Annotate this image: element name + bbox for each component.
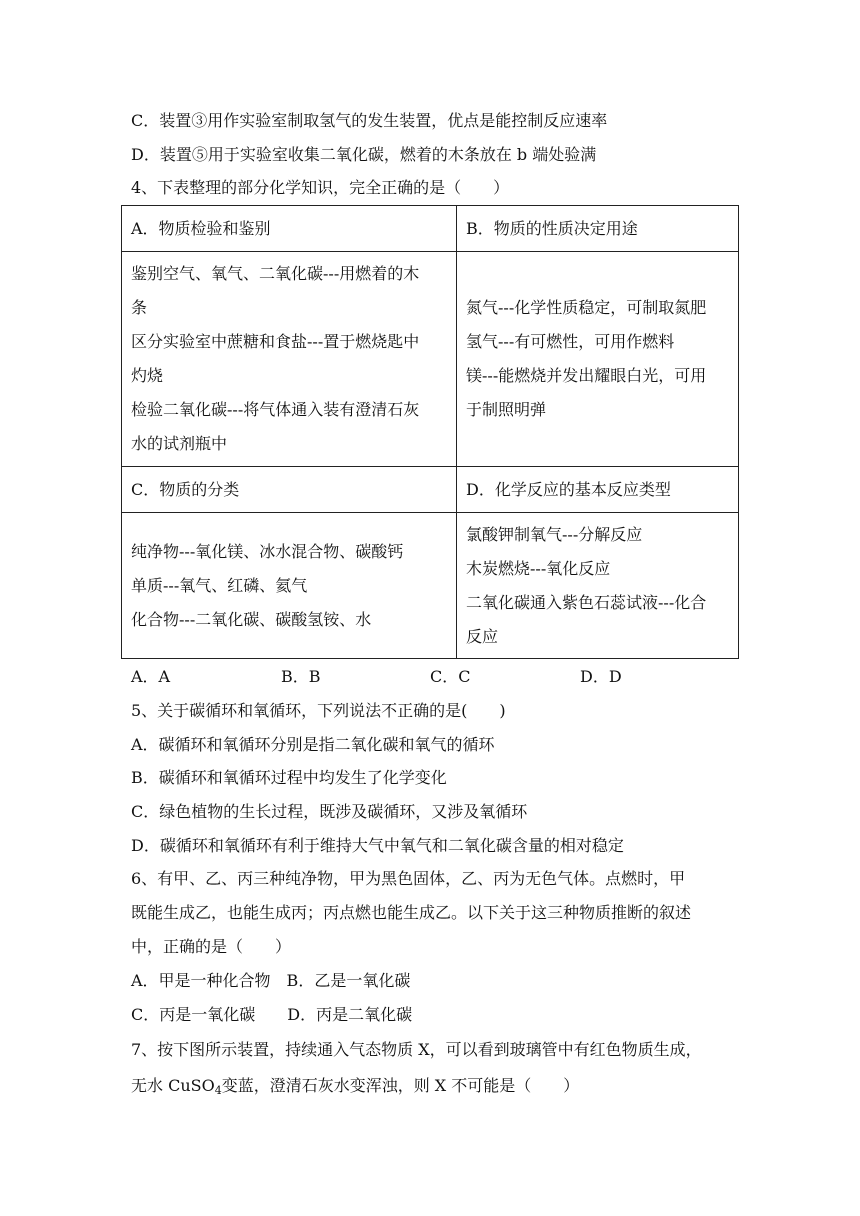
q4-option-a: A．A [131, 667, 171, 686]
cell-c-line: 纯净物---氧化镁、冰水混合物、碳酸钙 [131, 541, 404, 561]
table-cell-d [457, 513, 739, 659]
q6-options-line: A．甲是一种化合物 B．乙是一氧化碳 [131, 971, 411, 990]
cell-d-line: 木炭燃烧---氧化反应 [466, 558, 611, 578]
table-header-d: D．化学反应的基本反应类型 [457, 467, 739, 513]
cell-a-line: 区分实验室中蔗糖和食盐---置于燃烧匙中 [131, 332, 420, 351]
q7-stem-line2 [131, 1076, 579, 1096]
cell-a-line: 条 [131, 298, 148, 317]
q5-option-a: A．碳循环和氧循环分别是指二氧化碳和氧气的循环 [131, 735, 495, 754]
cell-d-line: 二氧化碳通入紫色石蕊试液---化合 [466, 592, 707, 612]
cell-a-line: 鉴别空气、氧气、二氧化碳---用燃着的木 [131, 264, 420, 283]
q6-options-line: C．丙是一氧化碳 D．丙是二氧化碳 [131, 1005, 413, 1024]
cell-b-line: 镁---能燃烧并发出耀眼白光，可用 [466, 366, 707, 385]
q7-subscript: 4 [214, 1084, 222, 1097]
cell-c-line: 化合物---二氧化碳、碳酸氢铵、水 [131, 609, 372, 629]
q6-stem-line: 既能生成乙，也能生成丙；丙点燃也能生成乙。以下关于这三种物质推断的叙述 [131, 903, 692, 922]
table-header-b: B．物质的性质决定用途 [457, 206, 739, 252]
cell-c-line: 单质---氧气、红磷、氦气 [131, 575, 308, 595]
cell-b-line: 于制照明弹 [466, 400, 547, 419]
q6-stem-line: 中，正确的是（ ） [131, 937, 292, 956]
table-cell-c [122, 513, 457, 659]
cell-a-line: 检验二氧化碳---将气体通入装有澄清石灰 [131, 400, 420, 419]
q4-option-b: B．B [281, 667, 321, 686]
table-header-c: C．物质的分类 [122, 467, 457, 513]
q5-option-b: B．碳循环和氧循环过程中均发生了化学变化 [131, 768, 447, 787]
q6-stem-line: 6、有甲、乙、丙三种纯净物，甲为黑色固体，乙、丙为无色气体。点燃时，甲 [131, 869, 686, 888]
cell-b-line: 氢气---有可燃性，可用作燃料 [466, 332, 675, 351]
q3-option-c: C．装置③用作实验室制取氢气的发生装置，优点是能控制反应速率 [131, 111, 608, 130]
q7-stem-line1: 7、按下图所示装置，持续通入气态物质 X，可以看到玻璃管中有红色物质生成， [131, 1040, 702, 1059]
table-header-a: A．物质检验和鉴别 [122, 206, 457, 252]
cell-a-line: 水的试剂瓶中 [131, 434, 228, 453]
q5-option-d: D．碳循环和氧循环有利于维持大气中氧气和二氧化碳含量的相对稳定 [131, 836, 624, 855]
q4-option-c: C．C [430, 667, 471, 686]
table-cell-b [457, 252, 739, 467]
q5-option-c: C．绿色植物的生长过程，既涉及碳循环，又涉及氧循环 [131, 802, 528, 821]
cell-a-line: 灼烧 [131, 366, 164, 385]
q4-knowledge-table [121, 205, 739, 659]
q4-stem: 4、下表整理的部分化学知识，完全正确的是（ ） [131, 178, 510, 197]
cell-d-line: 反应 [466, 626, 499, 646]
q5-stem: 5、关于碳循环和氧循环，下列说法不正确的是( ) [131, 701, 506, 720]
table-cell-a [122, 252, 457, 467]
q3-option-d: D．装置⑤用于实验室收集二氧化碳，燃着的木条放在 b 端处验满 [131, 145, 597, 164]
q4-option-d: D．D [580, 667, 622, 686]
q7-text-post: 变蓝，澄清石灰水变浑浊，则 X 不可能是（ ） [221, 1076, 580, 1095]
cell-d-line: 氯酸钾制氧气---分解反应 [466, 524, 643, 544]
q7-text-pre: 无水 CuSO [131, 1076, 215, 1095]
cell-b-line: 氮气---化学性质稳定，可制取氮肥 [466, 298, 707, 317]
